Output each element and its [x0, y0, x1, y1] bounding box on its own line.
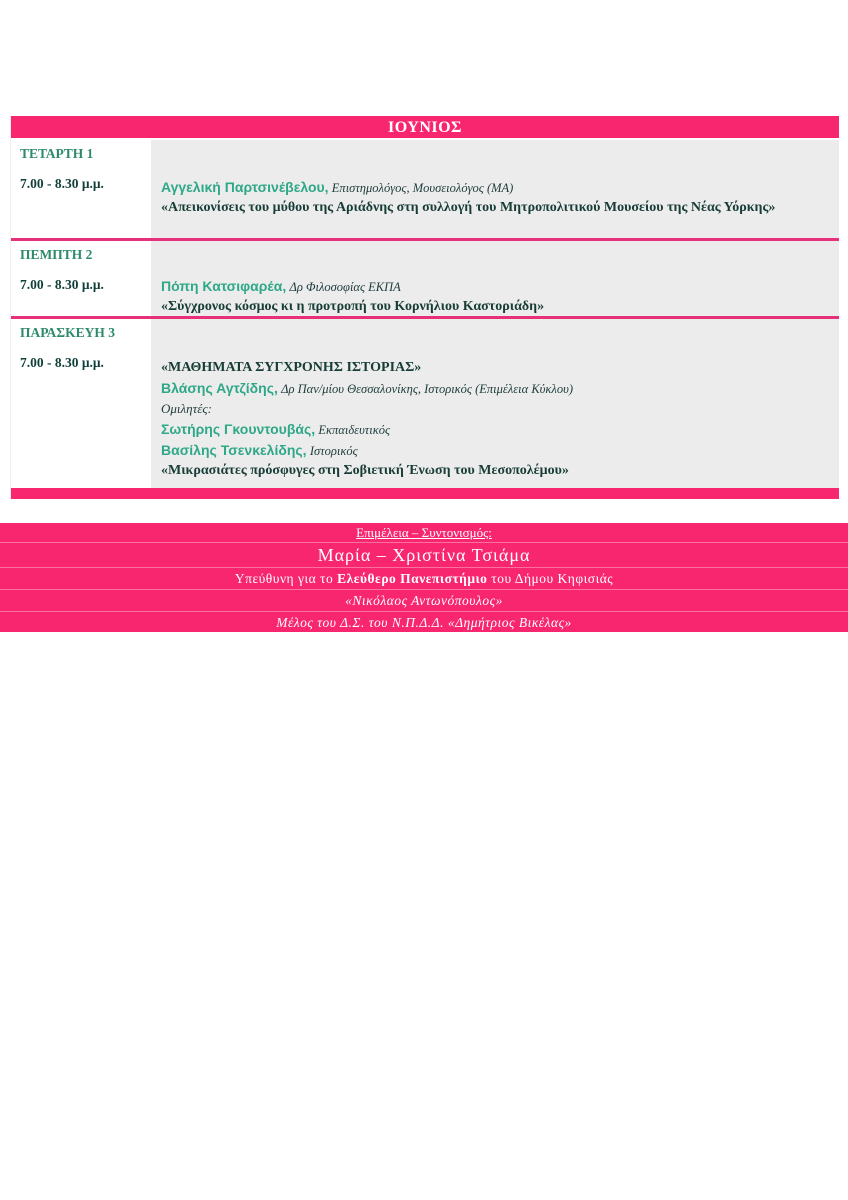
talk-title: «Μικρασιάτες πρόσφυγες στη Σοβιετική Ένωση του Μεσοπολέμου» [161, 463, 569, 478]
event-details [151, 241, 839, 316]
speaker-role: Επιστημολόγος, Μουσειολόγος (ΜΑ) [331, 181, 514, 195]
day-row [11, 241, 839, 319]
speaker-name: Βασίλης Τσενκελίδης, [161, 442, 307, 458]
coordinator-name: Βλάσης Αγτζίδης, [161, 380, 278, 396]
speaker [161, 177, 839, 198]
coordinator [161, 378, 839, 399]
day-time: 7.00 - 8.30 μ.μ. [20, 277, 104, 292]
day-info [11, 140, 151, 238]
month-header: ΙΟΥΝΙΟΣ [11, 116, 839, 140]
speaker-name: Σωτήρης Γκουντουβάς, [161, 421, 316, 437]
credits-line-2: «Νικόλαος Αντωνόπουλος» [0, 590, 848, 612]
speaker [161, 276, 839, 297]
credits-line-1-post: του Δήμου Κηφισιάς [487, 571, 614, 586]
schedule-table [10, 116, 839, 499]
speaker [161, 440, 839, 461]
credits-line-3: Μέλος του Δ.Σ. του Ν.Π.Δ.Δ. «Δημήτριος Βικέλας» [276, 615, 572, 630]
day-time: 7.00 - 8.30 μ.μ. [20, 355, 104, 370]
credits-title: Επιμέλεια – Συντονισμός: [0, 523, 848, 543]
day-row [11, 319, 839, 488]
event-details [151, 319, 839, 488]
day-info [11, 241, 151, 316]
speaker-role: Δρ Φιλοσοφίας ΕΚΠΑ [289, 280, 401, 294]
day-time: 7.00 - 8.30 μ.μ. [20, 176, 104, 191]
series-title: «ΜΑΘΗΜΑΤΑ ΣΥΓΧΡΟΝΗΣ ΙΣΤΟΡΙΑΣ» [161, 360, 422, 375]
event-details [151, 140, 839, 238]
talk-title: «Σύγχρονος κόσμος κι η προτροπή του Κορνήλιου Καστοριάδη» [161, 299, 545, 314]
credits-block [0, 523, 848, 632]
credits-name: Μαρία – Χριστίνα Τσιάμα [0, 543, 848, 568]
talk-title: «Απεικονίσεις του μύθου της Αριάδνης στη συλλογή του Μητροπολιτικού Μουσείου της Νέας Υόρκης» [161, 200, 776, 215]
credits-line-1-bold: Ελεύθερο Πανεπιστήμιο [337, 571, 488, 586]
speaker-name: Αγγελική Παρτσινέβελου, [161, 179, 329, 195]
day-info [11, 319, 151, 488]
speaker-role: Ιστορικός [309, 444, 358, 458]
day-row [11, 140, 839, 241]
coordinator-role: Δρ Παν/μίου Θεσσαλονίκης, Ιστορικός (Επιμέλεια Κύκλου) [281, 382, 573, 396]
day-name: ΠΑΡΑΣΚΕΥΗ 3 [20, 325, 115, 340]
day-name: ΤΕΤΑΡΤΗ 1 [20, 146, 94, 161]
speaker-role: Εκπαιδευτικός [318, 423, 391, 437]
credits-line-1-pre: Υπεύθυνη για το [234, 571, 338, 586]
speaker-name: Πόπη Κατσιφαρέα, [161, 278, 287, 294]
speaker [161, 419, 839, 440]
day-name: ΠΕΜΠΤΗ 2 [20, 247, 93, 262]
credits-line-1 [0, 568, 848, 590]
table-bottom-bar [11, 488, 839, 499]
speakers-label: Ομιλητές: [161, 401, 212, 416]
